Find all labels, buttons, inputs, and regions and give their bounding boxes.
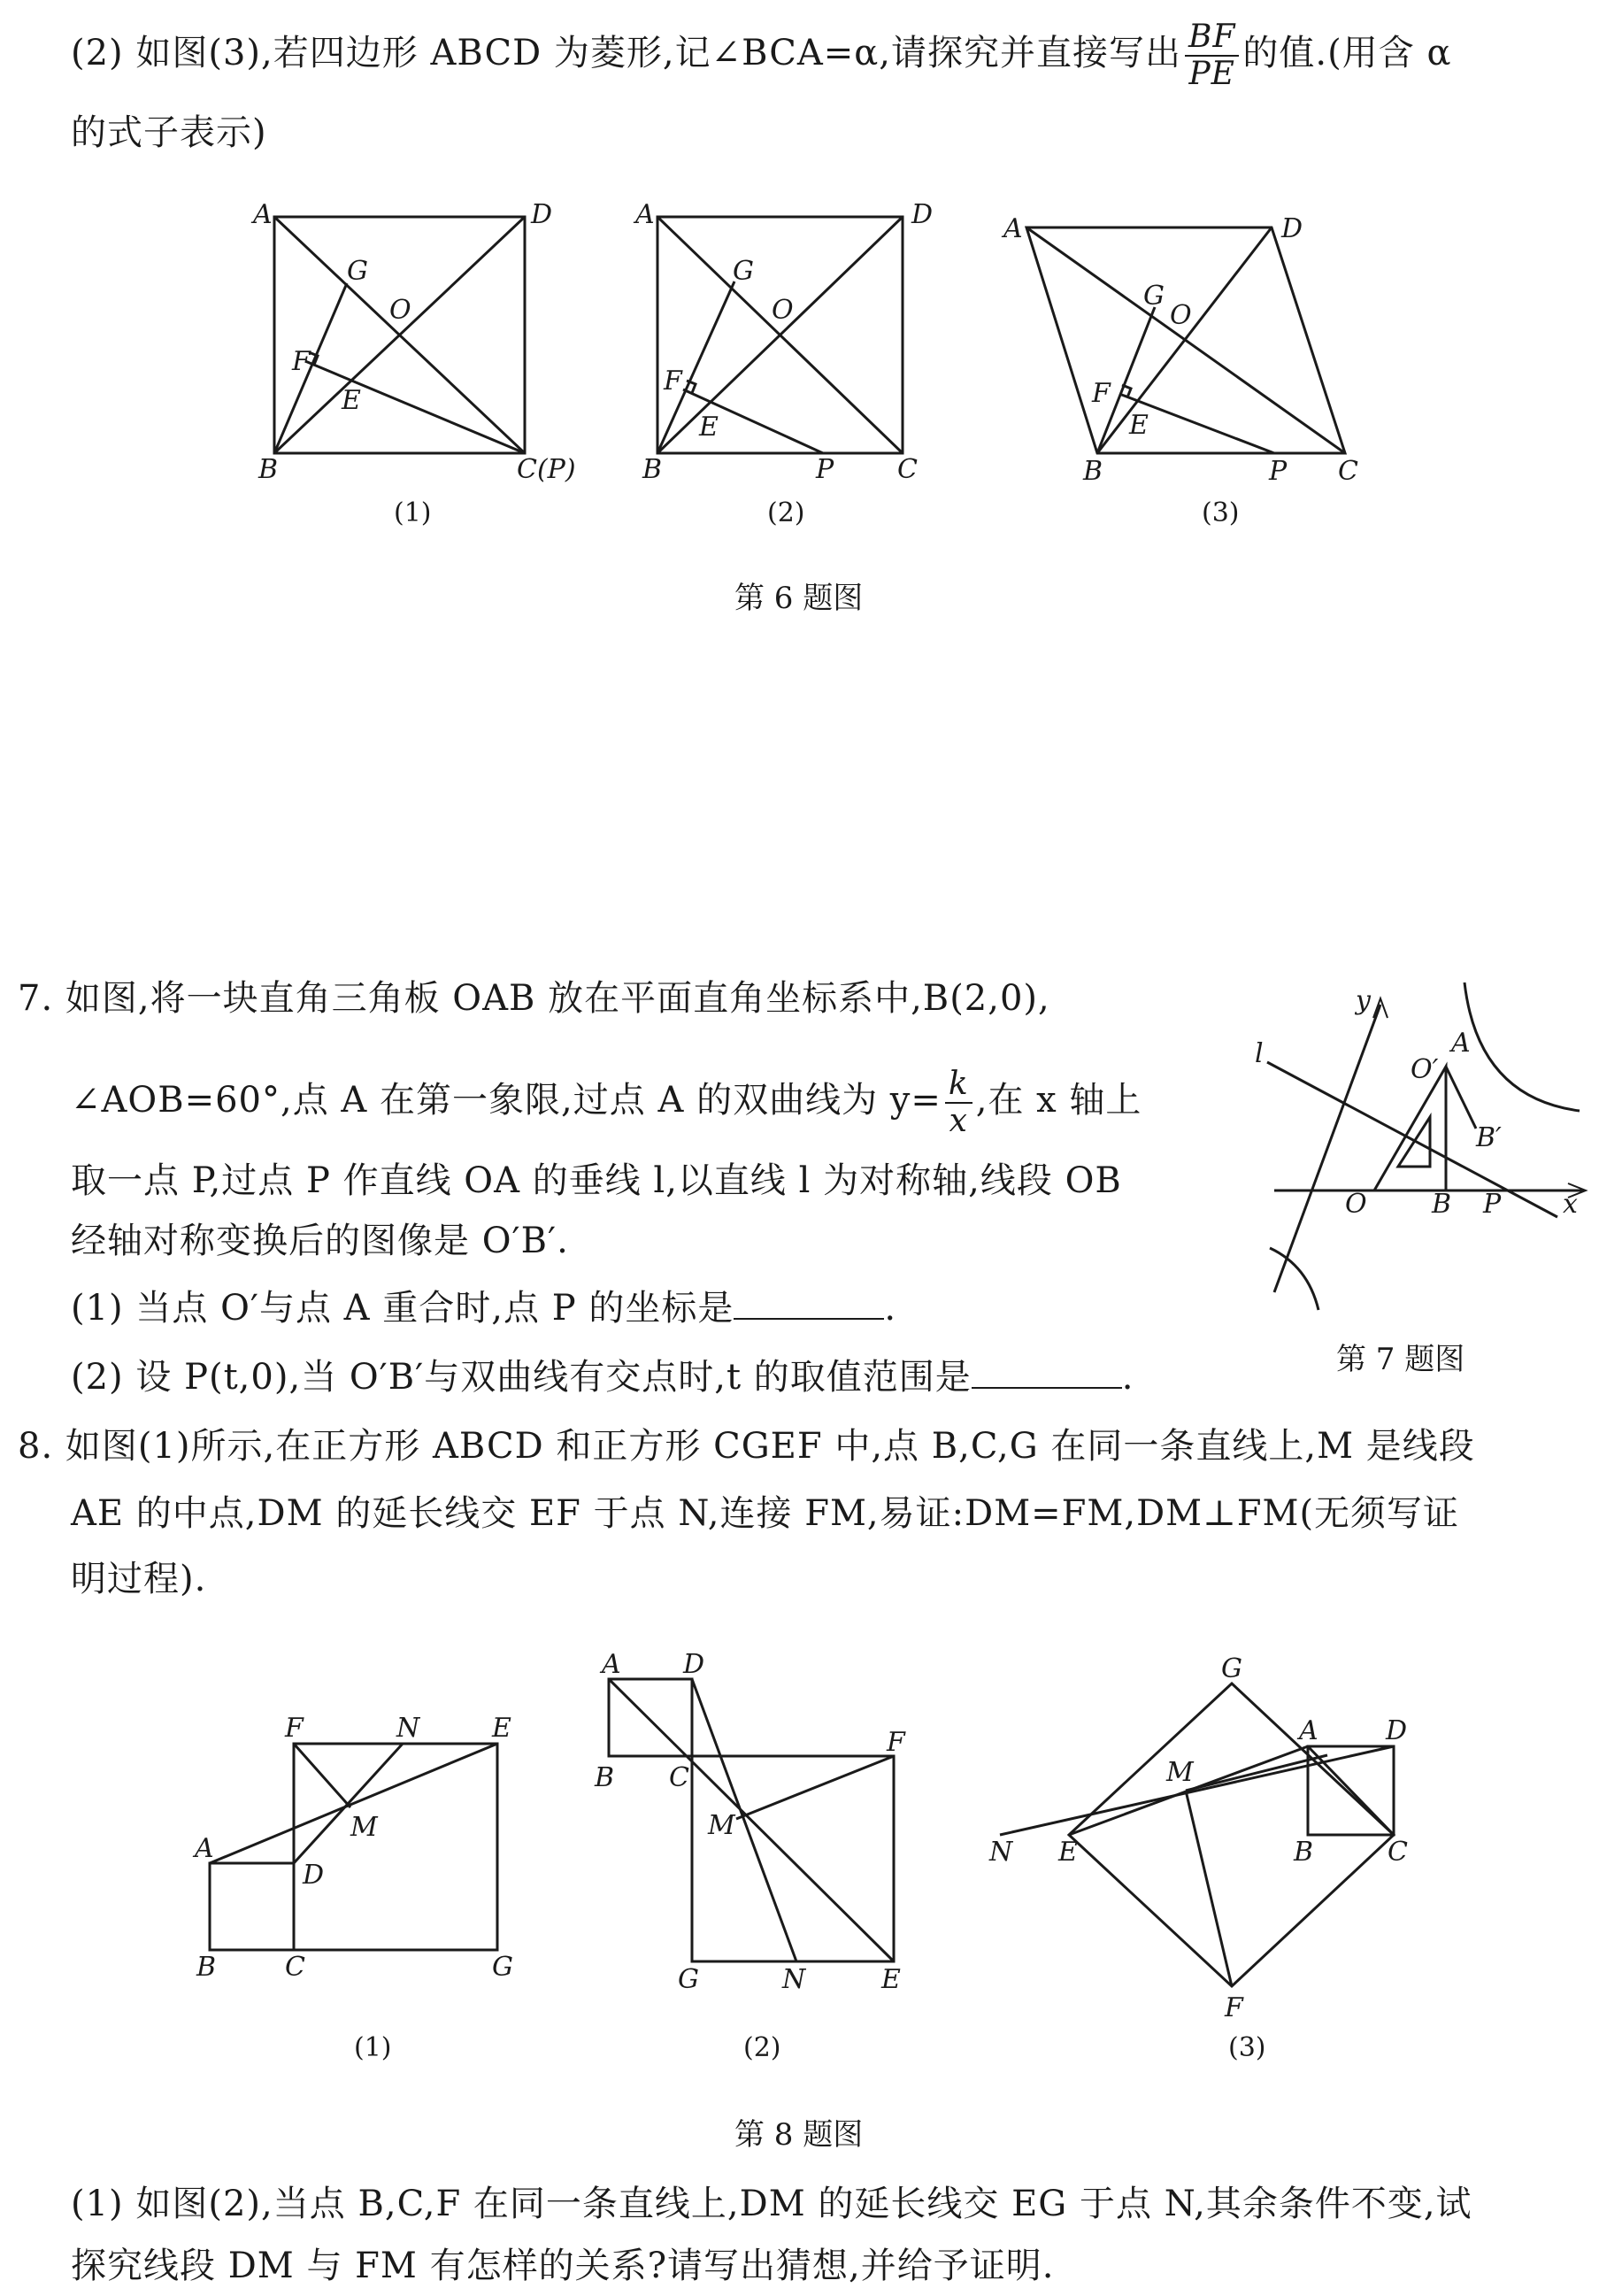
q7-line2-text-a: ∠AOB=60°,点 A 在第一象限,过点 A 的双曲线为 y=	[71, 1080, 942, 1121]
q8-line2: AE 的中点,DM 的延长线交 EF 于点 N,连接 FM,易证:DM=FM,DM⊥FM(无须写证	[71, 1493, 1460, 1534]
q8-fig1-label-n: N	[396, 1713, 420, 1744]
q6-fig2-label-b: B	[642, 454, 663, 485]
q6-fig2-label-g: G	[733, 256, 754, 287]
q8-fig1-label-e: E	[492, 1713, 511, 1744]
q8-part1-line2: 探究线段 DM 与 FM 有怎样的关系?请写出猜想,并给予证明.	[71, 2246, 1055, 2286]
q7-label-bprime: B′	[1476, 1122, 1502, 1153]
q6-part2-line2: 的式子表示)	[71, 112, 267, 153]
q8-fig3-label-n: N	[989, 1837, 1013, 1868]
q8-part1-line1: (1) 如图(2),当点 B,C,F 在同一条直线上,DM 的延长线交 EG 于点 N,其余条件不变,试	[71, 2184, 1472, 2224]
q8-fig2-label-d: D	[683, 1649, 705, 1680]
q6-part2-text-a: (2) 如图(3),若四边形 ABCD 为菱形,记∠BCA=α,请探究并直接写出	[71, 33, 1181, 73]
q8-fig3-label-e: E	[1058, 1837, 1078, 1868]
q8-fig3-label-g: G	[1221, 1653, 1242, 1684]
q7-label-oprime: O′	[1411, 1054, 1439, 1085]
q6-fig3-label-e: E	[1129, 410, 1149, 441]
q6-fraction-denominator: PE	[1188, 56, 1235, 92]
q6-fig3-label-f: F	[1092, 378, 1111, 409]
q6-fig1-label-d: D	[531, 199, 553, 230]
q7-line3: 取一点 P,过点 P 作直线 OA 的垂线 l,以直线 l 为对称轴,线段 OB	[71, 1160, 1122, 1201]
q6-fig1-label-f: F	[292, 346, 311, 377]
q8-caption: 第 8 题图	[734, 2117, 864, 2153]
q7-part1: (1) 当点 O′与点 A 重合时,点 P 的坐标是 .	[71, 1288, 897, 1329]
q8-fig2-label-f: F	[887, 1727, 905, 1758]
q6-fig2-label-o: O	[772, 295, 794, 326]
q6-caption: 第 6 题图	[734, 581, 864, 616]
q8-fig1-label-g: G	[492, 1952, 513, 1983]
q6-part2-text-b: 的值.(用含 α	[1242, 33, 1452, 73]
q6-fig1-label-g: G	[347, 256, 368, 287]
q8-sub3: (3)	[1228, 2032, 1266, 2063]
q6-sub3: (3)	[1202, 497, 1240, 528]
q8-fig3-label-a: A	[1299, 1715, 1318, 1746]
q8-fig2-label-a: A	[602, 1649, 621, 1680]
q7-label-a: A	[1451, 1028, 1471, 1059]
q8-fig2-label-n: N	[782, 1964, 806, 1995]
q8-fig2-label-m: M	[708, 1810, 735, 1841]
q7-line2-text-b: ,在 x 轴上	[975, 1080, 1142, 1121]
q8-line1: 8. 如图(1)所示,在正方形 ABCD 和正方形 CGEF 中,点 B,C,G 在同一条直线上,M 是线段	[18, 1426, 1475, 1467]
q7-fraction-numerator: k	[945, 1067, 972, 1104]
q7-line1: 7. 如图,将一块直角三角板 OAB 放在平面直角坐标系中,B(2,0),	[18, 978, 1050, 1019]
q8-fig3-label-m: M	[1166, 1757, 1194, 1788]
q8-fig1-label-a: A	[195, 1833, 214, 1864]
q6-fig3-label-b: B	[1083, 456, 1103, 487]
q7-label-y: y	[1356, 985, 1371, 1016]
q8-fig3-label-f: F	[1225, 1992, 1243, 2023]
q7-fraction-denominator: x	[949, 1103, 968, 1139]
q6-fig1-label-e: E	[342, 385, 361, 416]
q7-part2: (2) 设 P(t,0),当 O′B′与双曲线有交点时,t 的取值范围是 .	[71, 1357, 1134, 1398]
q6-fig3-label-c: C	[1338, 456, 1358, 487]
q6-fig3-label-d: D	[1281, 213, 1303, 244]
q6-fig2-label-d: D	[911, 199, 934, 230]
q6-sub1: (1)	[394, 497, 432, 528]
q6-fig3-label-o: O	[1170, 300, 1192, 331]
q7-label-o: O	[1345, 1189, 1367, 1220]
q6-sub2: (2)	[767, 497, 805, 528]
q7-part1-text: (1) 当点 O′与点 A 重合时,点 P 的坐标是	[71, 1288, 734, 1329]
q6-fig3-label-p: P	[1269, 456, 1288, 487]
q8-fig3-label-c: C	[1388, 1837, 1408, 1868]
q7-part2-text: (2) 设 P(t,0),当 O′B′与双曲线有交点时,t 的取值范围是	[71, 1357, 972, 1398]
q6-fig2-label-e: E	[699, 412, 719, 443]
q8-fig3-lines	[1000, 1683, 1394, 1986]
q8-fig1-label-m: M	[350, 1812, 378, 1843]
q6-fig2-label-p: P	[816, 454, 834, 485]
q8-fig3-label-d: D	[1386, 1715, 1408, 1746]
q7-line4: 经轴对称变换后的图像是 O′B′.	[71, 1221, 569, 1261]
q8-sub1: (1)	[354, 2032, 392, 2063]
q6-fig1-label-o: O	[389, 295, 411, 326]
q7-label-l: l	[1255, 1038, 1264, 1069]
q6-fig1-label-b: B	[258, 454, 279, 485]
q8-fig2-label-g: G	[678, 1964, 699, 1995]
q8-fig1-label-c: C	[285, 1952, 305, 1983]
q6-fig2-label-a: A	[635, 199, 655, 230]
q8-sub2: (2)	[743, 2032, 781, 2063]
q8-fig1-label-f: F	[285, 1713, 304, 1744]
q8-fig1-label-b: B	[196, 1952, 217, 1983]
q6-fig1-label-a: A	[253, 199, 273, 230]
q7-label-b: B	[1432, 1189, 1452, 1220]
q6-fig1-label-cp: C(P)	[517, 454, 576, 485]
q7-caption: 第 7 题图	[1336, 1342, 1465, 1377]
q7-label-x: x	[1563, 1189, 1578, 1220]
q8-fig2-label-b: B	[595, 1762, 615, 1793]
q6-fig2-label-f: F	[664, 366, 682, 397]
q6-fig3-label-g: G	[1143, 281, 1165, 312]
q8-line3: 明过程).	[71, 1559, 207, 1599]
q8-fig2-label-c: C	[669, 1762, 689, 1793]
q8-fig1-label-d: D	[303, 1860, 325, 1891]
q6-fig3-label-a: A	[1003, 213, 1023, 244]
q8-fig3-label-b: B	[1294, 1837, 1314, 1868]
q8-fig2-label-e: E	[881, 1964, 901, 1995]
q7-label-p: P	[1483, 1189, 1502, 1220]
q6-fig2-label-c: C	[897, 454, 918, 485]
q6-fraction-numerator: BF	[1185, 19, 1239, 57]
